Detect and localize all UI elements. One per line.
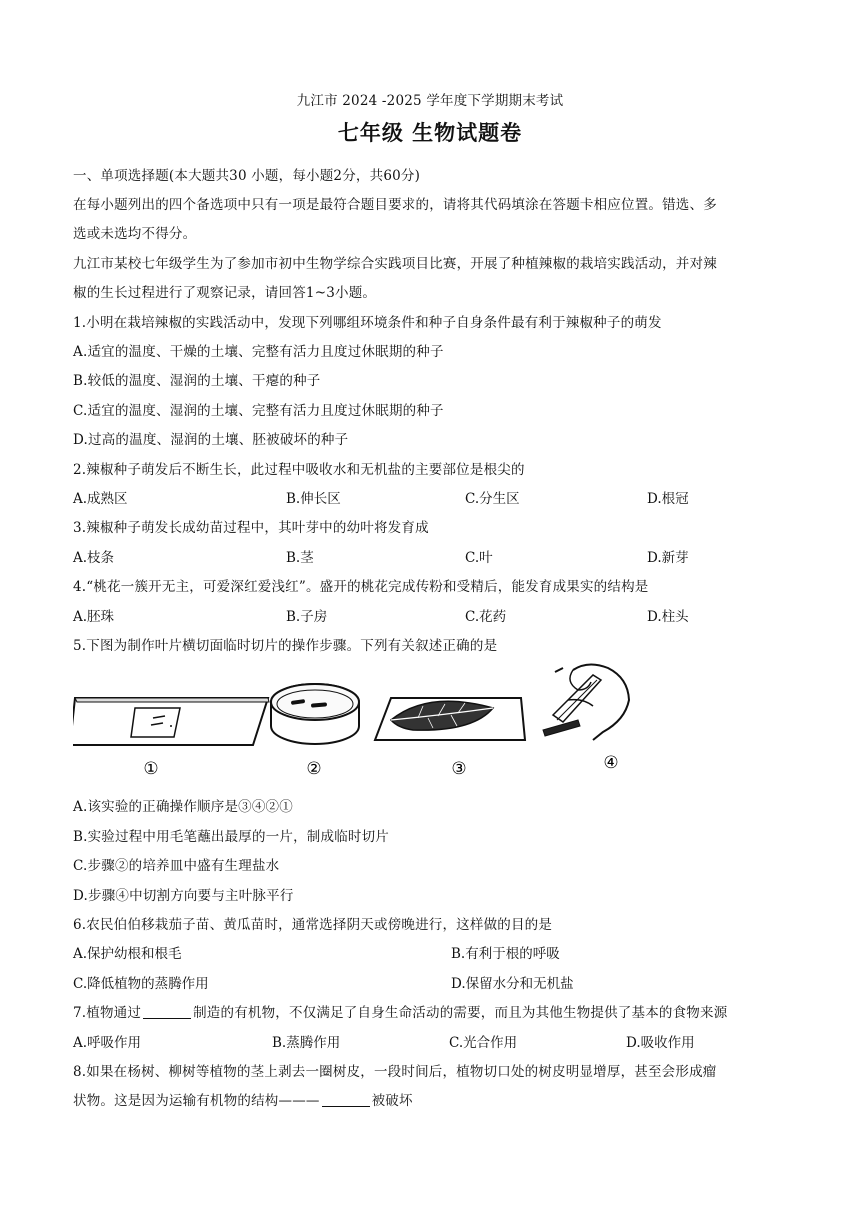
question-2-option-d: D.根冠 [647,491,689,507]
question-4-stem: 4.“桃花一簇开无主，可爱深红爱浅红”。盛开的桃花完成传粉和受精后，能发育成果实的结构是 [73,579,649,595]
question-3-option-c: C.叶 [465,550,493,566]
question-5-option-c: C.步骤②的培养皿中盛有生理盐水 [73,858,280,874]
question-1-option-b: B.较低的温度、湿润的土壤、干瘪的种子 [73,373,321,389]
question-2-option-c: C.分生区 [465,491,520,507]
question-8-stem-start: 状物。这是因为运输有机物的结构——— [73,1093,320,1109]
question-6-option-a: A.保护幼根和根毛 [73,946,182,962]
question-1-option-a: A.适宜的温度、干燥的土壤、完整有活力且度过休眠期的种子 [73,344,444,360]
question-4-option-d: D.柱头 [647,609,689,625]
context-line-2: 椒的生长过程进行了观察记录，请回答1~3小题。 [73,285,377,301]
question-3-option-a: A.枝条 [73,550,115,566]
section-heading: 一、单项选择题(本大题共30 小题，每小题2分，共60分) [73,168,421,184]
question-7-stem [73,1001,727,1021]
question-5-option-b: B.实验过程中用毛笔蘸出最厚的一片，制成临时切片 [73,829,390,845]
question-7-stem-start: 7.植物通过 [73,1005,142,1021]
context-line-1: 九江市某校七年级学生为了参加市初中生物学综合实践项目比赛，开展了种植辣椒的栽培实践活动，并对辣 [73,256,717,272]
question-6-option-b: B.有利于根的呼吸 [451,946,560,962]
step-2-petri-dish-illustration [271,684,359,744]
exam-subtitle: 九江市 2024 -2025 学年度下学期期末考试 [296,93,564,109]
question-7-stem-end: 制造的有机物，不仅满足了自身生命活动的需要，而且为其他生物提供了基本的食物来源 [193,1005,728,1021]
question-8-blank [322,1094,370,1107]
question-1-stem: 1.小明在栽培辣椒的实践活动中，发现下列哪组环境条件和种子自身条件最有利于辣椒种子的萌发 [73,315,662,331]
question-2-option-b: B.伸长区 [286,491,341,507]
question-3-option-d: D.新芽 [647,550,689,566]
step-1-label: ① [143,759,159,779]
question-3-option-b: B.茎 [286,550,314,566]
step-4-hand-cutting-illustration [543,664,629,740]
step-3-leaf-on-board-illustration [375,698,525,740]
exam-title: 七年级 生物试题卷 [337,121,523,145]
instruction-line-1: 在每小题列出的四个备选项中只有一项是最符合题目要求的，请将其代码填涂在答题卡相应位置。错选、多 [73,197,717,213]
question-8-stem-line-2 [73,1089,413,1109]
step-1-slide-illustration [73,698,269,745]
question-2-stem: 2.辣椒种子萌发后不断生长，此过程中吸收水和无机盐的主要部位是根尖的 [73,462,525,478]
step-4-label: ④ [603,753,619,773]
question-8-stem-line-1: 8.如果在杨树、柳树等植物的茎上剥去一圈树皮，一段时间后，植物切口处的树皮明显增厚，甚至会形成瘤 [73,1064,717,1080]
leaf-section-procedure-figure [73,660,653,785]
question-6-stem: 6.农民伯伯移栽茄子苗、黄瓜苗时，通常选择阴天或傍晚进行，这样做的目的是 [73,917,553,933]
step-3-label: ③ [451,759,467,779]
question-6-option-d: D.保留水分和无机盐 [451,976,574,992]
question-5-option-d: D.步骤④中切割方向要与主叶脉平行 [73,888,294,904]
question-2-option-a: A.成熟区 [73,491,128,507]
question-7-option-a: A.呼吸作用 [73,1035,142,1051]
instruction-line-2: 选或未选均不得分。 [73,226,197,242]
question-1-option-d: D.过高的温度、湿润的土壤、胚被破坏的种子 [73,432,349,448]
question-4-option-b: B.子房 [286,609,328,625]
step-2-label: ② [306,759,322,779]
question-5-stem: 5.下图为制作叶片横切面临时切片的操作步骤。下列有关叙述正确的是 [73,638,498,654]
question-7-blank [143,1006,191,1019]
question-7-option-c: C.光合作用 [449,1035,518,1051]
question-5-option-a: A.该实验的正确操作顺序是③④②① [73,799,293,815]
question-3-stem: 3.辣椒种子萌发长成幼苗过程中，其叶芽中的幼叶将发育成 [73,520,429,536]
question-1-option-c: C.适宜的温度、湿润的土壤、完整有活力且度过休眠期的种子 [73,403,444,419]
question-7-option-d: D.吸收作用 [626,1035,695,1051]
question-6-option-c: C.降低植物的蒸腾作用 [73,976,209,992]
question-4-option-a: A.胚珠 [73,609,115,625]
question-8-stem-end: 被破坏 [371,1093,413,1109]
question-7-option-b: B.蒸腾作用 [272,1035,341,1051]
question-4-option-c: C.花药 [465,609,507,625]
